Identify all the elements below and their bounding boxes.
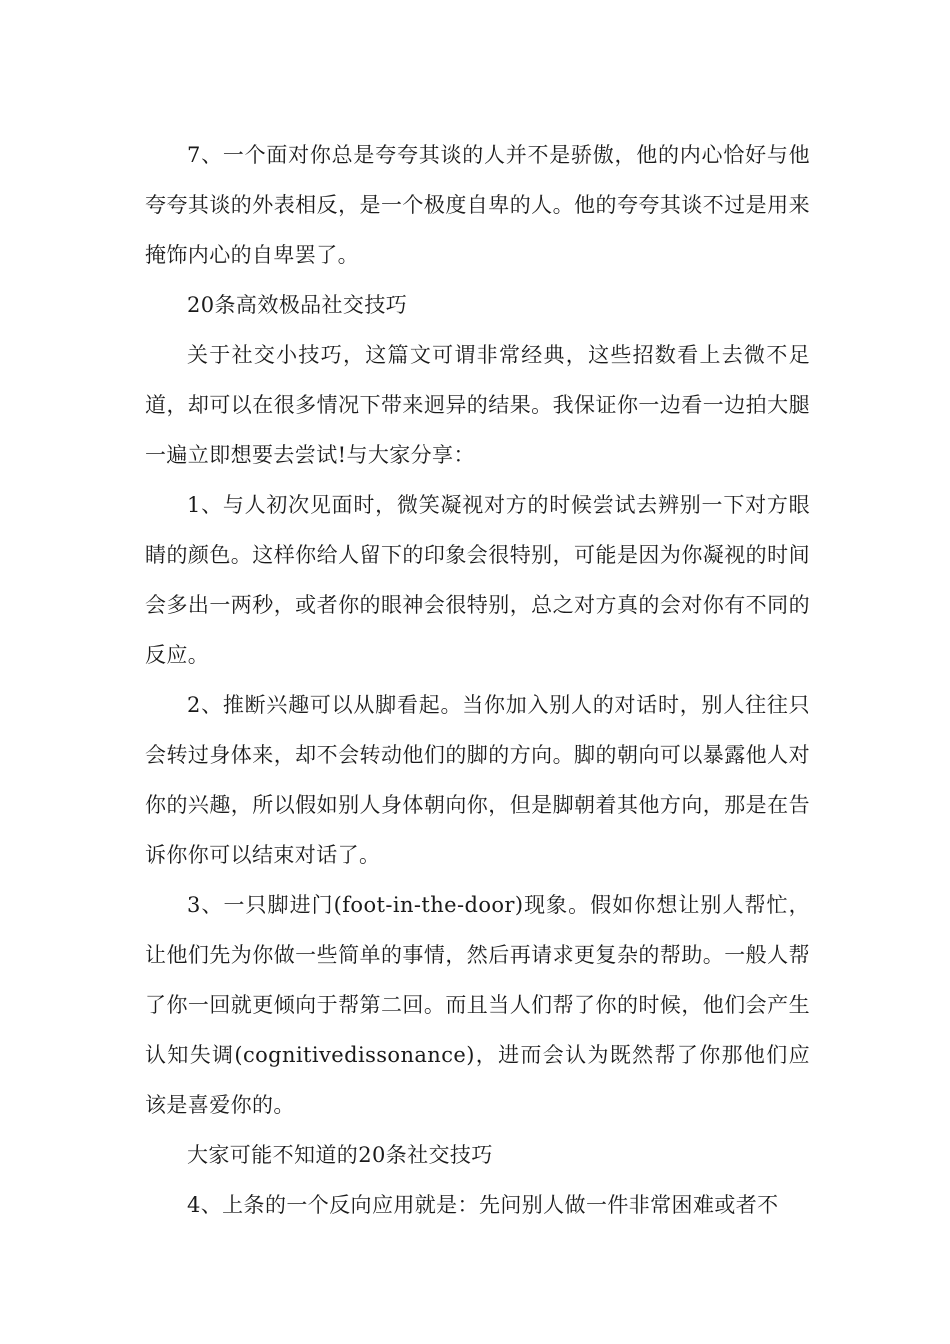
paragraph-item-4: 4、上条的一个反向应用就是：先问别人做一件非常困难或者不 (187, 1193, 779, 1217)
section-heading-20-tips: 20条高效极品社交技巧 (187, 293, 408, 317)
document-body (145, 130, 810, 1230)
paragraph-item-1: 1、与人初次见面时，微笑凝视对方的时候尝试去辨别一下对方眼睛的颜色。这样你给人留下的印象会很特别，可能是因为你凝视的时间会多出一两秒，或者你的眼神会很特别，总之对方真的会对你有不同的反应。 (145, 493, 810, 667)
paragraph-item-3: 3、一只脚进门(foot-in-the-door)现象。假如你想让别人帮忙，让他们先为你做一些简单的事情，然后再请求更复杂的帮助。一般人帮了你一回就更倾向于帮第二回。而且当人们帮了你的时候，他们会产生认知失调(cognitivedissonance)，进而会认为既然帮了你那他们应该是喜爱你的。 (145, 893, 810, 1117)
section-heading-unknown-tips: 大家可能不知道的20条社交技巧 (187, 1143, 493, 1167)
paragraph-item-7: 7、一个面对你总是夸夸其谈的人并不是骄傲，他的内心恰好与他夸夸其谈的外表相反，是一个极度自卑的人。他的夸夸其谈不过是用来掩饰内心的自卑罢了。 (145, 143, 810, 267)
intro-paragraph: 关于社交小技巧，这篇文可谓非常经典，这些招数看上去微不足道，却可以在很多情况下带来迥异的结果。我保证你一边看一边拍大腿一遍立即想要去尝试!与大家分享： (145, 343, 810, 467)
paragraph-item-2: 2、推断兴趣可以从脚看起。当你加入别人的对话时，别人往往只会转过身体来，却不会转动他们的脚的方向。脚的朝向可以暴露他人对你的兴趣，所以假如别人身体朝向你，但是脚朝着其他方向，那是在告诉你你可以结束对话了。 (145, 693, 810, 867)
